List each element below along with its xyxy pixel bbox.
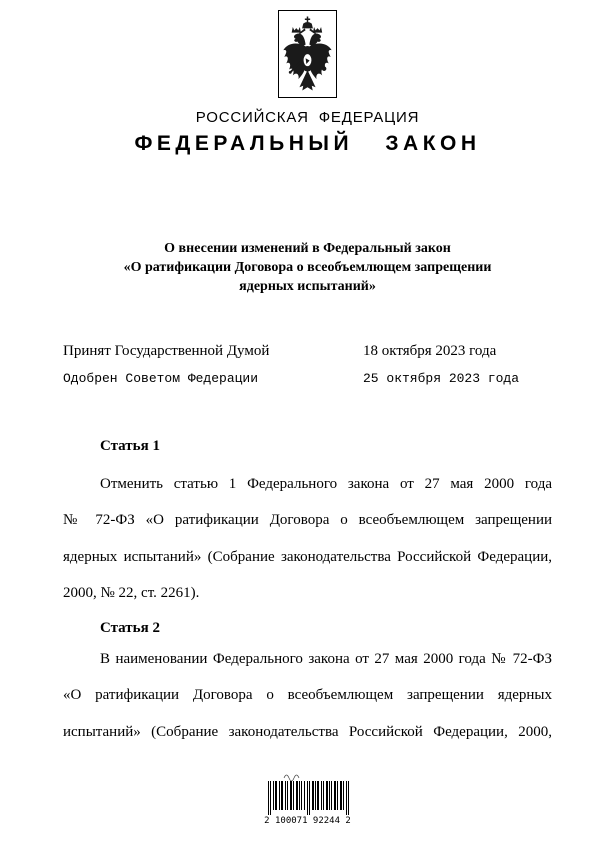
text-line: испытаний» (Собрание законодательства Российской Федерации, 2000, [63, 723, 552, 740]
barcode-bars [264, 781, 352, 815]
adoption-row-council [63, 371, 552, 393]
document-title [40, 239, 575, 296]
document-type: ФЕДЕРАЛЬНЫЙ ЗАКОН [134, 132, 481, 155]
title-line: ядерных испытаний» [239, 279, 376, 294]
title-line: О внесении изменений в Федеральный закон [164, 241, 451, 256]
text-line: Отменить статью 1 Федерального закона от 27 мая 2000 года [100, 476, 552, 492]
adoption-row-duma [63, 343, 552, 365]
text-line: № 72-ФЗ «О ратификации Договора о всеобъемлющем запрещении [63, 512, 552, 529]
text-line: ядерных испытаний» (Собрание законодательства Российской Федерации, [63, 548, 552, 565]
article-1-paragraph [63, 466, 552, 612]
adoption-label-duma: Принят Государственной Думой [63, 343, 270, 359]
barcode-number: 2 100071 92244 2 [264, 816, 351, 826]
adoption-date-duma: 18 октября 2023 года [363, 343, 497, 359]
text-line: В наименовании Федерального закона от 27 мая 2000 года № 72-ФЗ [100, 651, 552, 667]
title-line: «О ратификации Договора о всеобъемлющем запрещении [123, 260, 492, 275]
country-name: РОССИЙСКАЯ ФЕДЕРАЦИЯ [195, 109, 420, 126]
text-line: «О ратификации Договора о всеобъемлющем запрещении ядерных [63, 687, 552, 704]
article-1-heading: Статья 1 [100, 438, 160, 454]
text-line: 2000, № 22, ст. 2261). [63, 585, 200, 602]
article-2-paragraph [63, 641, 552, 750]
emblem-box [278, 10, 337, 98]
adoption-label-council: Одобрен Советом Федерации [63, 371, 259, 386]
double-headed-eagle-icon [280, 13, 335, 95]
barcode [258, 781, 358, 826]
squiggle-icon [283, 771, 303, 781]
article-2-heading: Статья 2 [100, 620, 160, 636]
adoption-date-council: 25 октября 2023 года [363, 371, 520, 386]
